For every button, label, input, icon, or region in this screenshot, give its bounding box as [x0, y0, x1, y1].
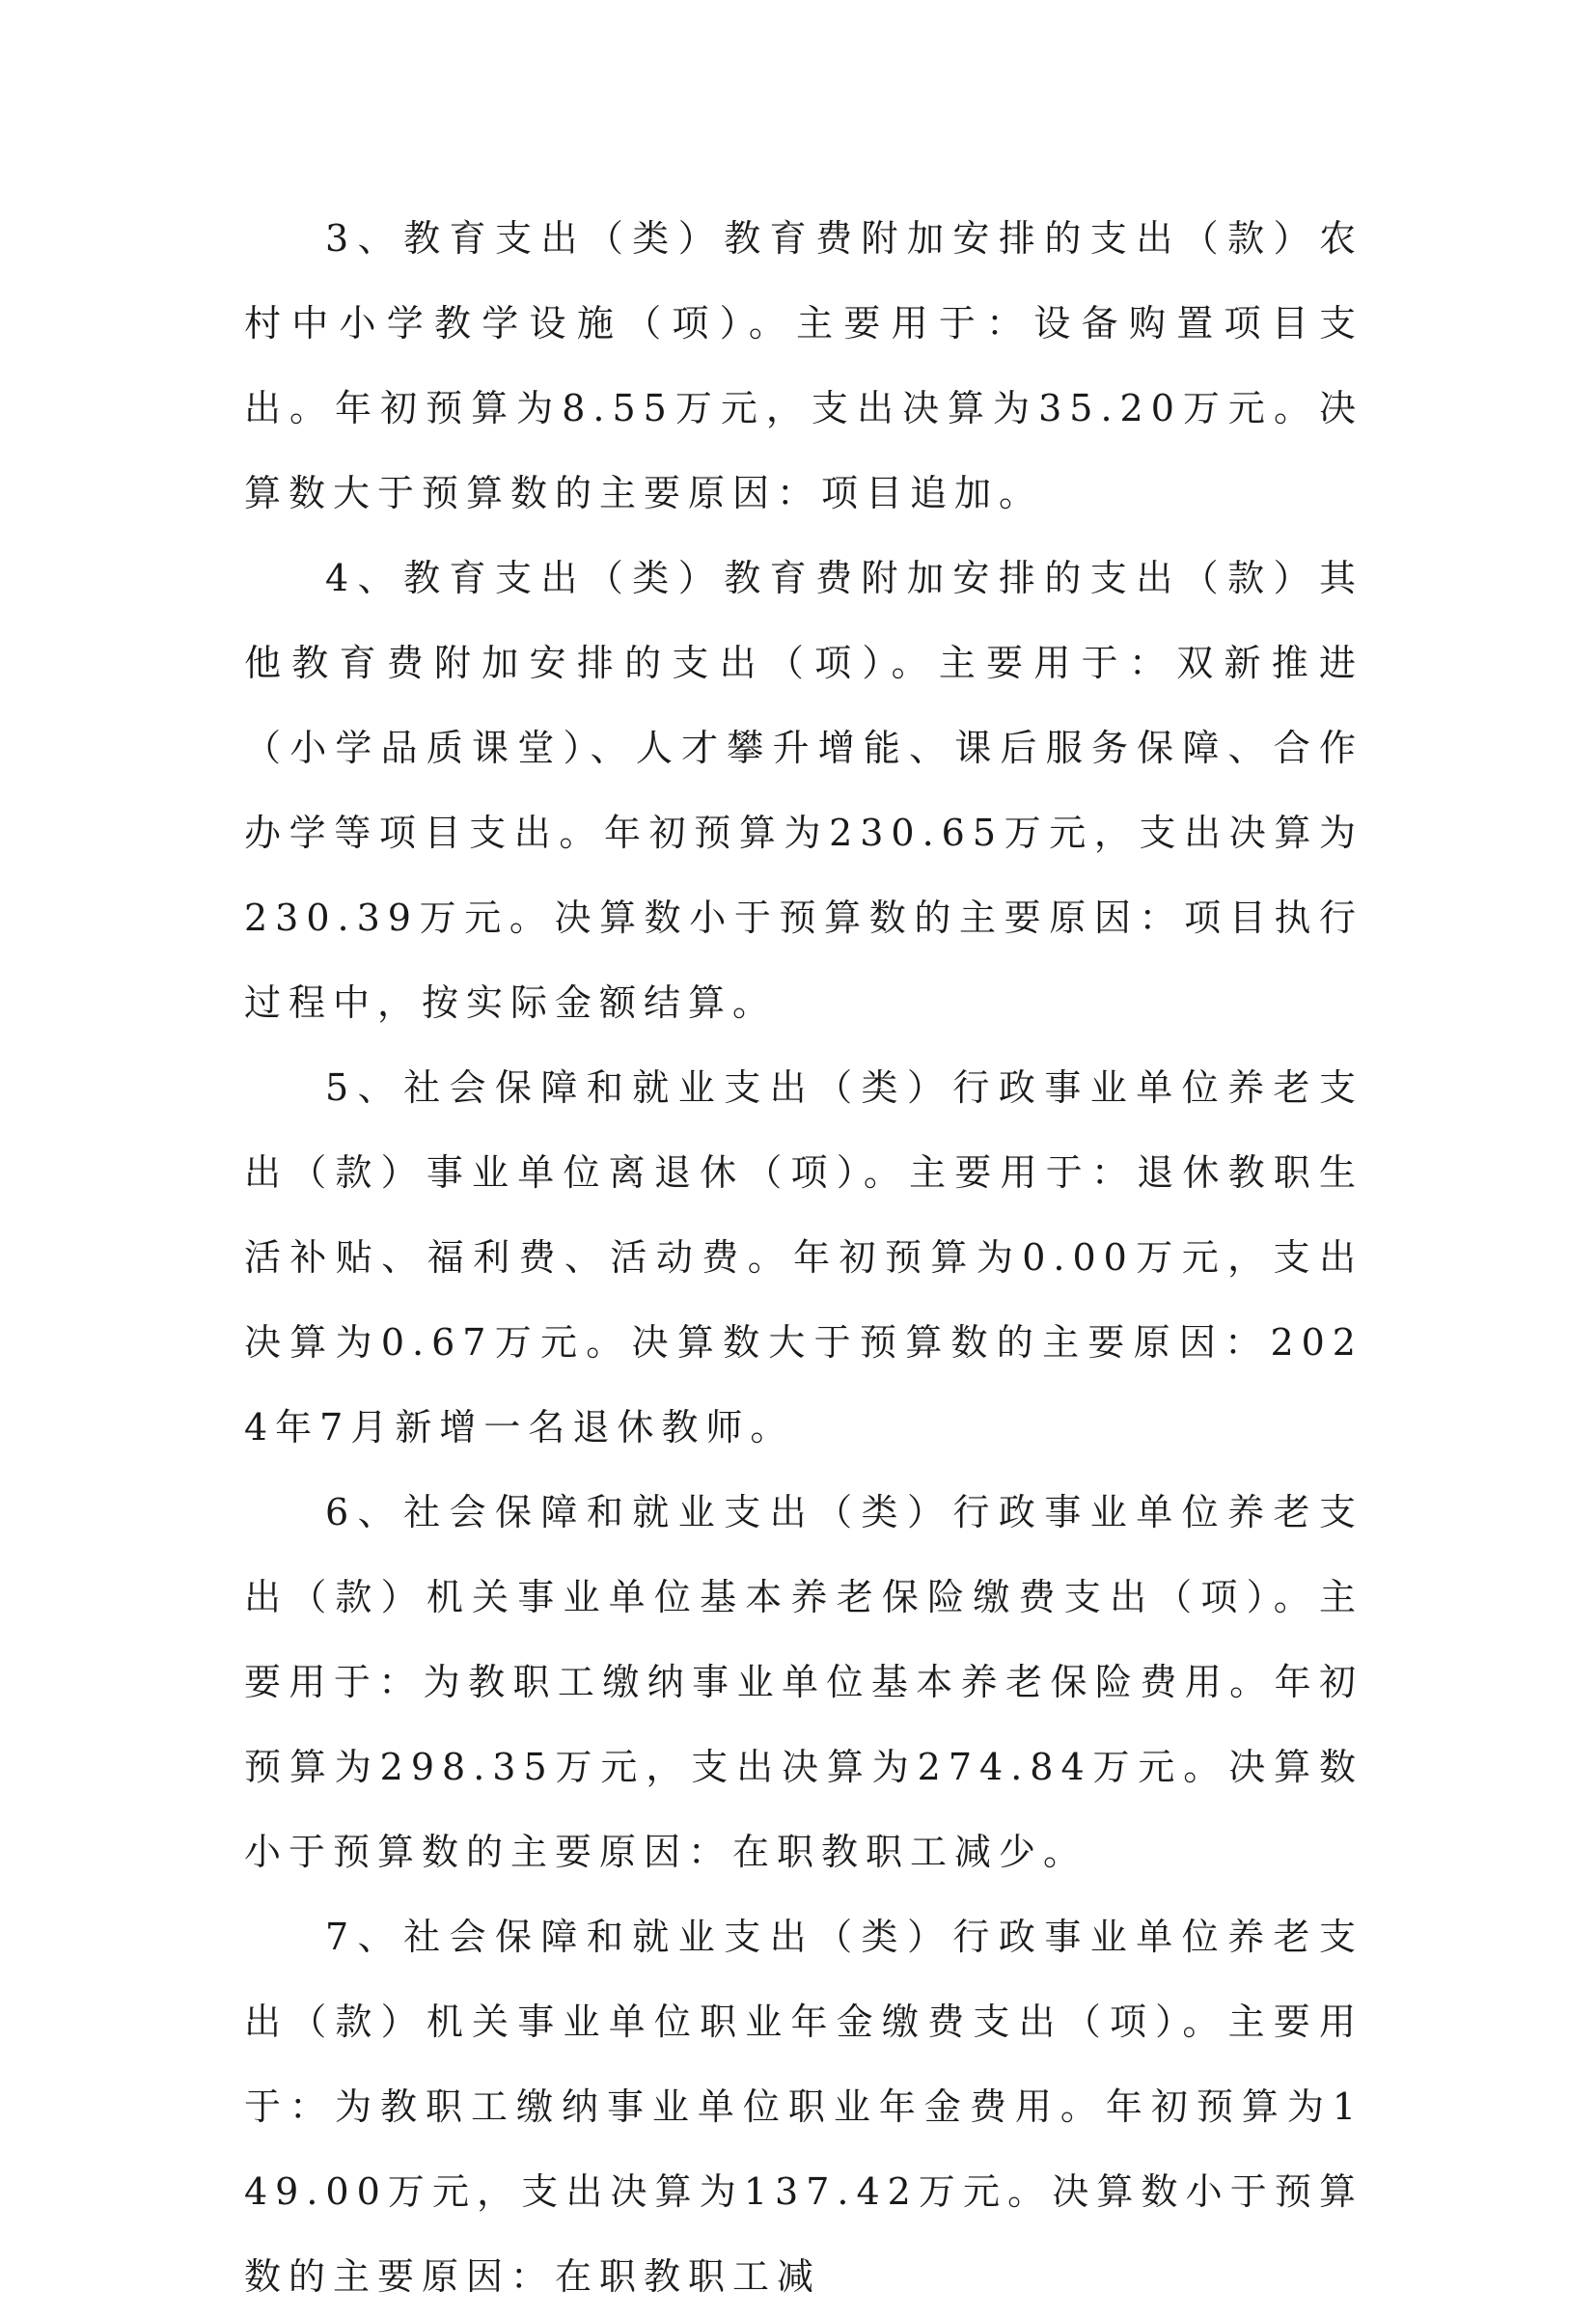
paragraph-item-4: 4、教育支出（类）教育费附加安排的支出（款）其他教育费附加安排的支出（项）。主要用于：双新推进（小学品质课堂）、人才攀升增能、课后服务保障、合作办学等项目支出。年初预算为230.65万元，支出决算为230.39万元。决算数小于预算数的主要原因：项目执行过程中，按实际金额结算。	[244, 557, 1363, 1024]
paragraph-item-6: 6、社会保障和就业支出（类）行政事业单位养老支出（款）机关事业单位基本养老保险缴费支出（项）。主要用于：为教职工缴纳事业单位基本养老保险费用。年初预算为298.35万元，支出决算为274.84万元。决算数小于预算数的主要原因：在职教职工减少。	[244, 1491, 1363, 1873]
document-body	[244, 196, 1363, 2319]
paragraph-item-7: 7、社会保障和就业支出（类）行政事业单位养老支出（款）机关事业单位职业年金缴费支出（项）。主要用于：为教职工缴纳事业单位职业年金费用。年初预算为149.00万元，支出决算为137.42万元。决算数小于预算数的主要原因：在职教职工减	[244, 1916, 1363, 2298]
paragraph-item-5: 5、社会保障和就业支出（类）行政事业单位养老支出（款）事业单位离退休（项）。主要用于：退休教职生活补贴、福利费、活动费。年初预算为0.00万元，支出决算为0.67万元。决算数大于预算数的主要原因：2024年7月新增一名退休教师。	[244, 1066, 1363, 1449]
paragraph-item-3: 3、教育支出（类）教育费附加安排的支出（款）农村中小学教学设施（项）。主要用于：设备购置项目支出。年初预算为8.55万元，支出决算为35.20万元。决算数大于预算数的主要原因：项目追加。	[244, 217, 1363, 514]
